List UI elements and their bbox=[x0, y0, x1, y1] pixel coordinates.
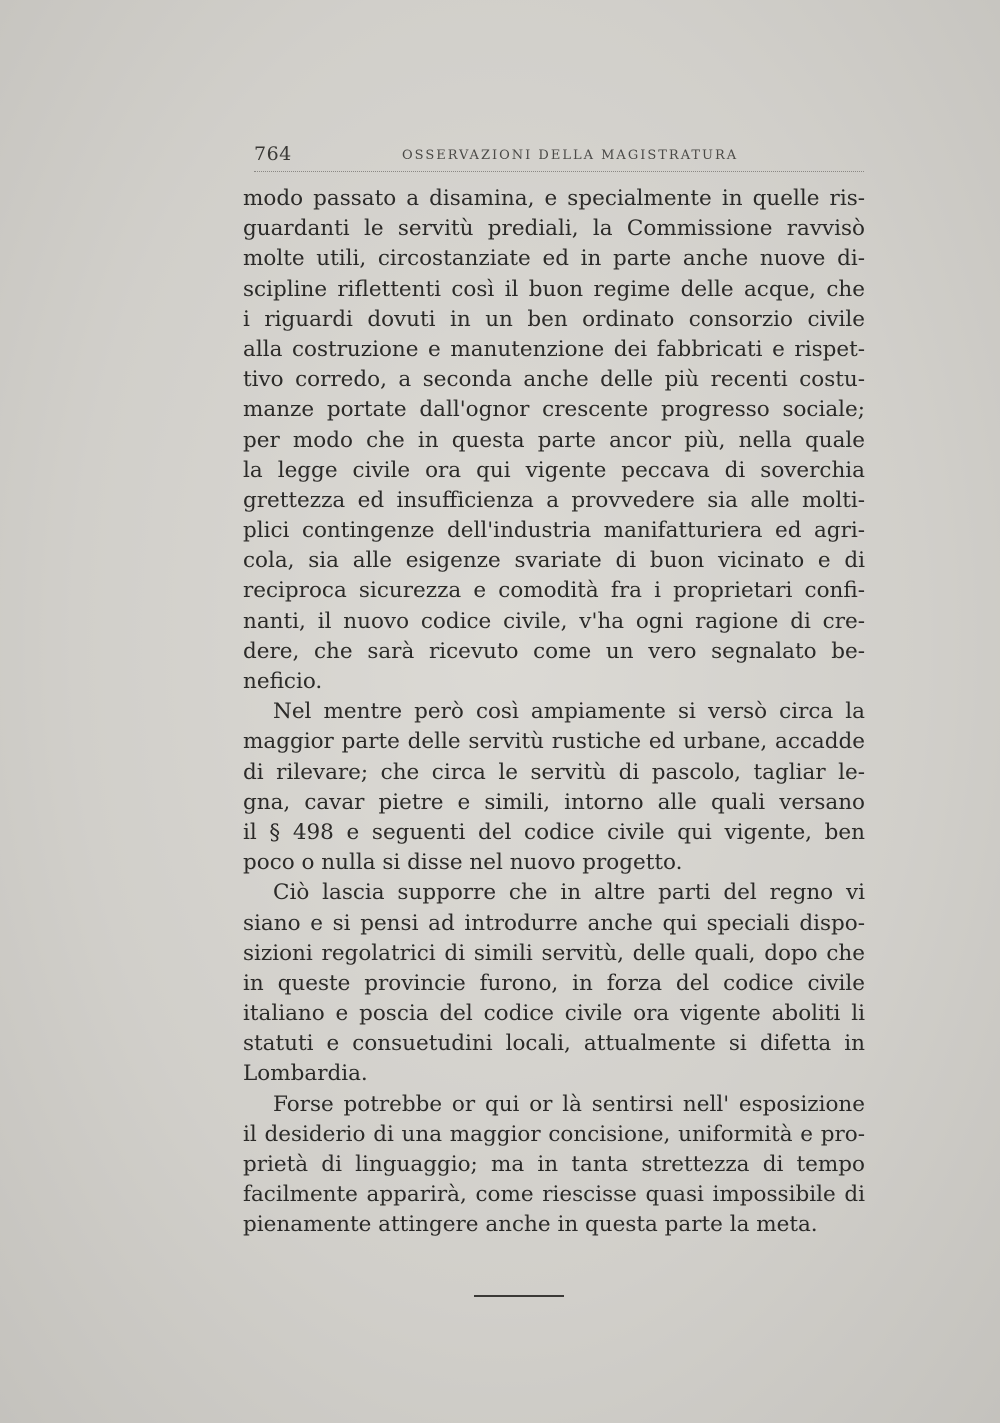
text-line: scipline riflettenti così il buon regime delle acque, che bbox=[243, 276, 865, 302]
text-line: tivo corredo, a seconda anche delle più recenti costu- bbox=[243, 367, 865, 393]
closing-rule bbox=[474, 1295, 564, 1297]
text-line: di rilevare; che circa le servitù di pascolo, tagliar le- bbox=[243, 759, 865, 785]
text-line: Nel mentre però così ampiamente si versò circa la bbox=[273, 699, 865, 725]
text-line: neficio. bbox=[243, 669, 323, 694]
text-line: Ciò lascia supporre che in altre parti del regno vi bbox=[273, 880, 865, 906]
text-line: Forse potrebbe or qui or là sentirsi nell' esposizione bbox=[273, 1091, 865, 1117]
text-line: il § 498 e seguenti del codice civile qui vigente, ben bbox=[243, 819, 865, 845]
running-title: OSSERVAZIONI DELLA MAGISTRATURA bbox=[402, 148, 739, 163]
text-line: poco o nulla si disse nel nuovo progetto. bbox=[243, 850, 683, 876]
text-line: cola, sia alle esigenze svariate di buon vicinato e di bbox=[243, 548, 865, 574]
text-line: alla costruzione e manutenzione dei fabbricati e rispet- bbox=[243, 336, 865, 362]
text-line: siano e si pensi ad introdurre anche qui speciali dispo- bbox=[243, 910, 865, 936]
page-number: 764 bbox=[254, 143, 292, 165]
text-line: molte utili, circostanziate ed in parte anche nuove di- bbox=[243, 246, 865, 272]
text-line: facilmente apparirà, come riescisse quasi impossibile di bbox=[243, 1182, 865, 1208]
text-line: grettezza ed insufficienza a provvedere sia alle molti- bbox=[243, 487, 865, 513]
text-line: guardanti le servitù prediali, la Commissione ravvisò bbox=[243, 216, 865, 242]
text-line: i riguardi dovuti in un ben ordinato consorzio civile bbox=[243, 306, 865, 332]
text-line: manze portate dall'ognor crescente progresso sociale; bbox=[243, 397, 865, 423]
text-line: in queste provincie furono, in forza del codice civile bbox=[243, 970, 865, 996]
text-line: sizioni regolatrici di simili servitù, delle quali, dopo che bbox=[243, 940, 865, 966]
text-line: la legge civile ora qui vigente peccava di soverchia bbox=[243, 457, 865, 483]
text-line: gna, cavar pietre e simili, intorno alle quali versano bbox=[243, 789, 865, 815]
text-line: plici contingenze dell'industria manifatturiera ed agri- bbox=[243, 518, 865, 544]
text-line: prietà di linguaggio; ma in tanta strettezza di tempo bbox=[243, 1152, 865, 1177]
text-line: nanti, il nuovo codice civile, v'ha ogni ragione di cre- bbox=[243, 608, 865, 634]
text-line: per modo che in questa parte ancor più, nella quale bbox=[243, 427, 865, 453]
text-line: modo passato a disamina, e specialmente in quelle ris- bbox=[243, 186, 865, 211]
text-line: statuti e consuetudini locali, attualmente si difetta in bbox=[243, 1031, 865, 1057]
body-text bbox=[243, 184, 865, 1241]
text-line: italiano e poscia del codice civile ora vigente aboliti li bbox=[243, 1001, 865, 1027]
text-line: reciproca sicurezza e comodità fra i proprietari confi- bbox=[243, 578, 865, 604]
text-line: Lombardia. bbox=[243, 1061, 368, 1087]
text-line: maggior parte delle servitù rustiche ed urbane, accadde bbox=[243, 729, 865, 755]
page-header bbox=[254, 143, 864, 172]
text-line: pienamente attingere anche in questa parte la meta. bbox=[243, 1212, 818, 1238]
text-line: dere, che sarà ricevuto come un vero segnalato be- bbox=[243, 638, 865, 664]
text-line: il desiderio di una maggior concisione, uniformità e pro- bbox=[243, 1121, 865, 1147]
